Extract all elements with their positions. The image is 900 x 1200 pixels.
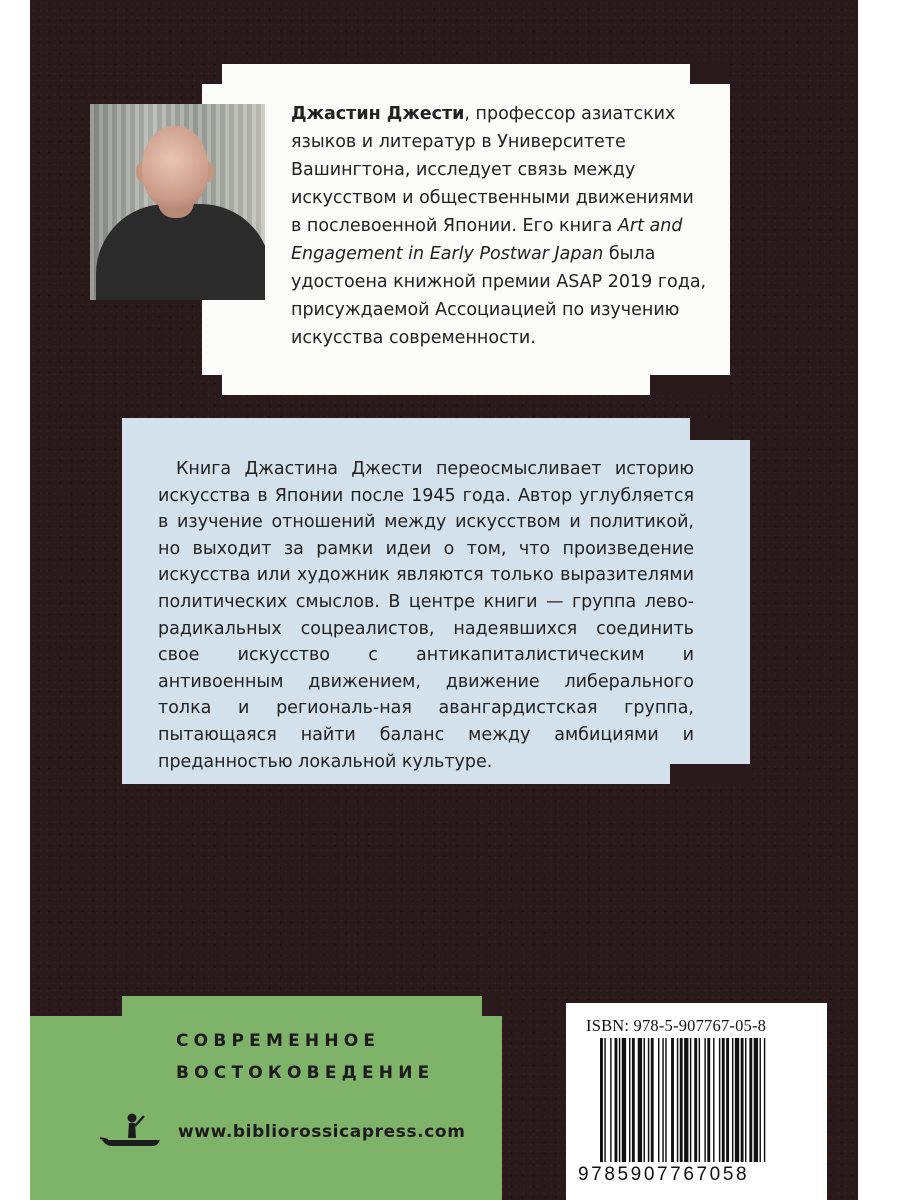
author-panel-notch bbox=[690, 64, 730, 84]
author-bio-line: в послевоенной Японии. Его книга bbox=[291, 216, 618, 236]
barcode-bar bbox=[749, 1038, 752, 1162]
barcode-bar bbox=[629, 1038, 630, 1162]
publisher-url: www.bibliorossicapress.com bbox=[178, 1122, 466, 1142]
series-panel-step bbox=[30, 1016, 122, 1200]
barcode-bar bbox=[722, 1038, 725, 1162]
barcode-bar bbox=[732, 1038, 733, 1162]
barcode-bar bbox=[764, 1038, 765, 1162]
barcode-bar bbox=[754, 1038, 758, 1162]
description-panel-notch bbox=[690, 418, 730, 440]
book-title: Engagement in Early Postwar Japan bbox=[291, 244, 604, 264]
author-name: Джастин Джести bbox=[291, 104, 465, 124]
barcode-bar bbox=[644, 1038, 645, 1162]
barcode-bar bbox=[735, 1038, 739, 1162]
barcode-bar bbox=[690, 1038, 691, 1162]
barcode-bar bbox=[638, 1038, 642, 1162]
barcode-bar bbox=[745, 1038, 746, 1162]
author-photo bbox=[90, 104, 265, 300]
page-edge bbox=[858, 0, 900, 1200]
barcode-bar bbox=[677, 1038, 678, 1162]
book-description: Книга Джастина Джести переосмысливает историю искусства в Японии после 1945 года. Автор углубляется в изучение отношений между искусством и политикой, но выходит за рамки идеи о том, что произведение искусства или художник являются только выразителями политических смыслов. В центре книги — группа лево-радикальных соцреалистов, надеявшихся соединить свое искусство с антикапиталистическим и антивоенным движением, движение либерального толка и региональ-ная авангардистская группа, пытающаяся найти баланс между амбициями и преданностью локальной культуре. bbox=[158, 459, 694, 772]
barcode-bar bbox=[713, 1038, 714, 1162]
barcode-bar bbox=[632, 1038, 635, 1162]
barcode-digits: 9785907767058 bbox=[578, 1164, 750, 1185]
author-panel-notch bbox=[650, 375, 730, 395]
barcode-bar bbox=[651, 1038, 654, 1162]
barcode-bar bbox=[671, 1038, 674, 1162]
barcode-bar bbox=[619, 1038, 620, 1162]
author-bio bbox=[291, 100, 721, 352]
barcode-bar bbox=[760, 1038, 761, 1162]
barcode-bar bbox=[615, 1038, 618, 1162]
barcode-bar bbox=[684, 1038, 688, 1162]
barcode-bar bbox=[741, 1038, 744, 1162]
barcode-bar bbox=[694, 1038, 697, 1162]
barcode-bar bbox=[680, 1038, 683, 1162]
author-bio-line: языков и литератур в Университете bbox=[291, 132, 626, 152]
series-panel-notch bbox=[482, 996, 502, 1016]
barcode-bar bbox=[604, 1038, 605, 1162]
author-bio-line: , профессор азиатских bbox=[464, 104, 676, 124]
book-title: Art and bbox=[617, 216, 683, 236]
barcode bbox=[600, 1038, 812, 1162]
author-bio-line: искусства современности. bbox=[291, 328, 536, 348]
barcode-bar bbox=[648, 1038, 649, 1162]
boat-figure-icon bbox=[98, 1110, 162, 1154]
barcode-bar bbox=[658, 1038, 659, 1162]
author-bio-line: искусством и общественными движениями bbox=[291, 188, 694, 208]
isbn-label: ISBN: 978-5-907767-05-8 bbox=[586, 1016, 767, 1035]
author-bio-line: присуждаемой Ассоциацией по изучению bbox=[291, 300, 680, 320]
barcode-bar bbox=[622, 1038, 626, 1162]
series-title-line: СОВРЕМЕННОЕ bbox=[176, 1031, 381, 1051]
author-bio-line: удостоена книжной премии ASAP 2019 года, bbox=[291, 272, 707, 292]
barcode-bar bbox=[707, 1038, 710, 1162]
barcode-bar bbox=[600, 1038, 603, 1162]
barcode-bar bbox=[699, 1038, 700, 1162]
description-panel-step bbox=[730, 440, 750, 764]
barcode-bar bbox=[610, 1038, 611, 1162]
series-title bbox=[176, 1025, 434, 1089]
barcode-bar bbox=[662, 1038, 663, 1162]
series-title-line: ВОСТОКОВЕДЕНИЕ bbox=[176, 1063, 435, 1083]
barcode-bar bbox=[704, 1038, 705, 1162]
barcode-bar bbox=[665, 1038, 666, 1162]
author-bio-line: была bbox=[603, 244, 656, 264]
author-bio-line: Вашингтона, исследует связь между bbox=[291, 160, 636, 180]
barcode-bar bbox=[719, 1038, 720, 1162]
barcode-bar bbox=[726, 1038, 729, 1162]
